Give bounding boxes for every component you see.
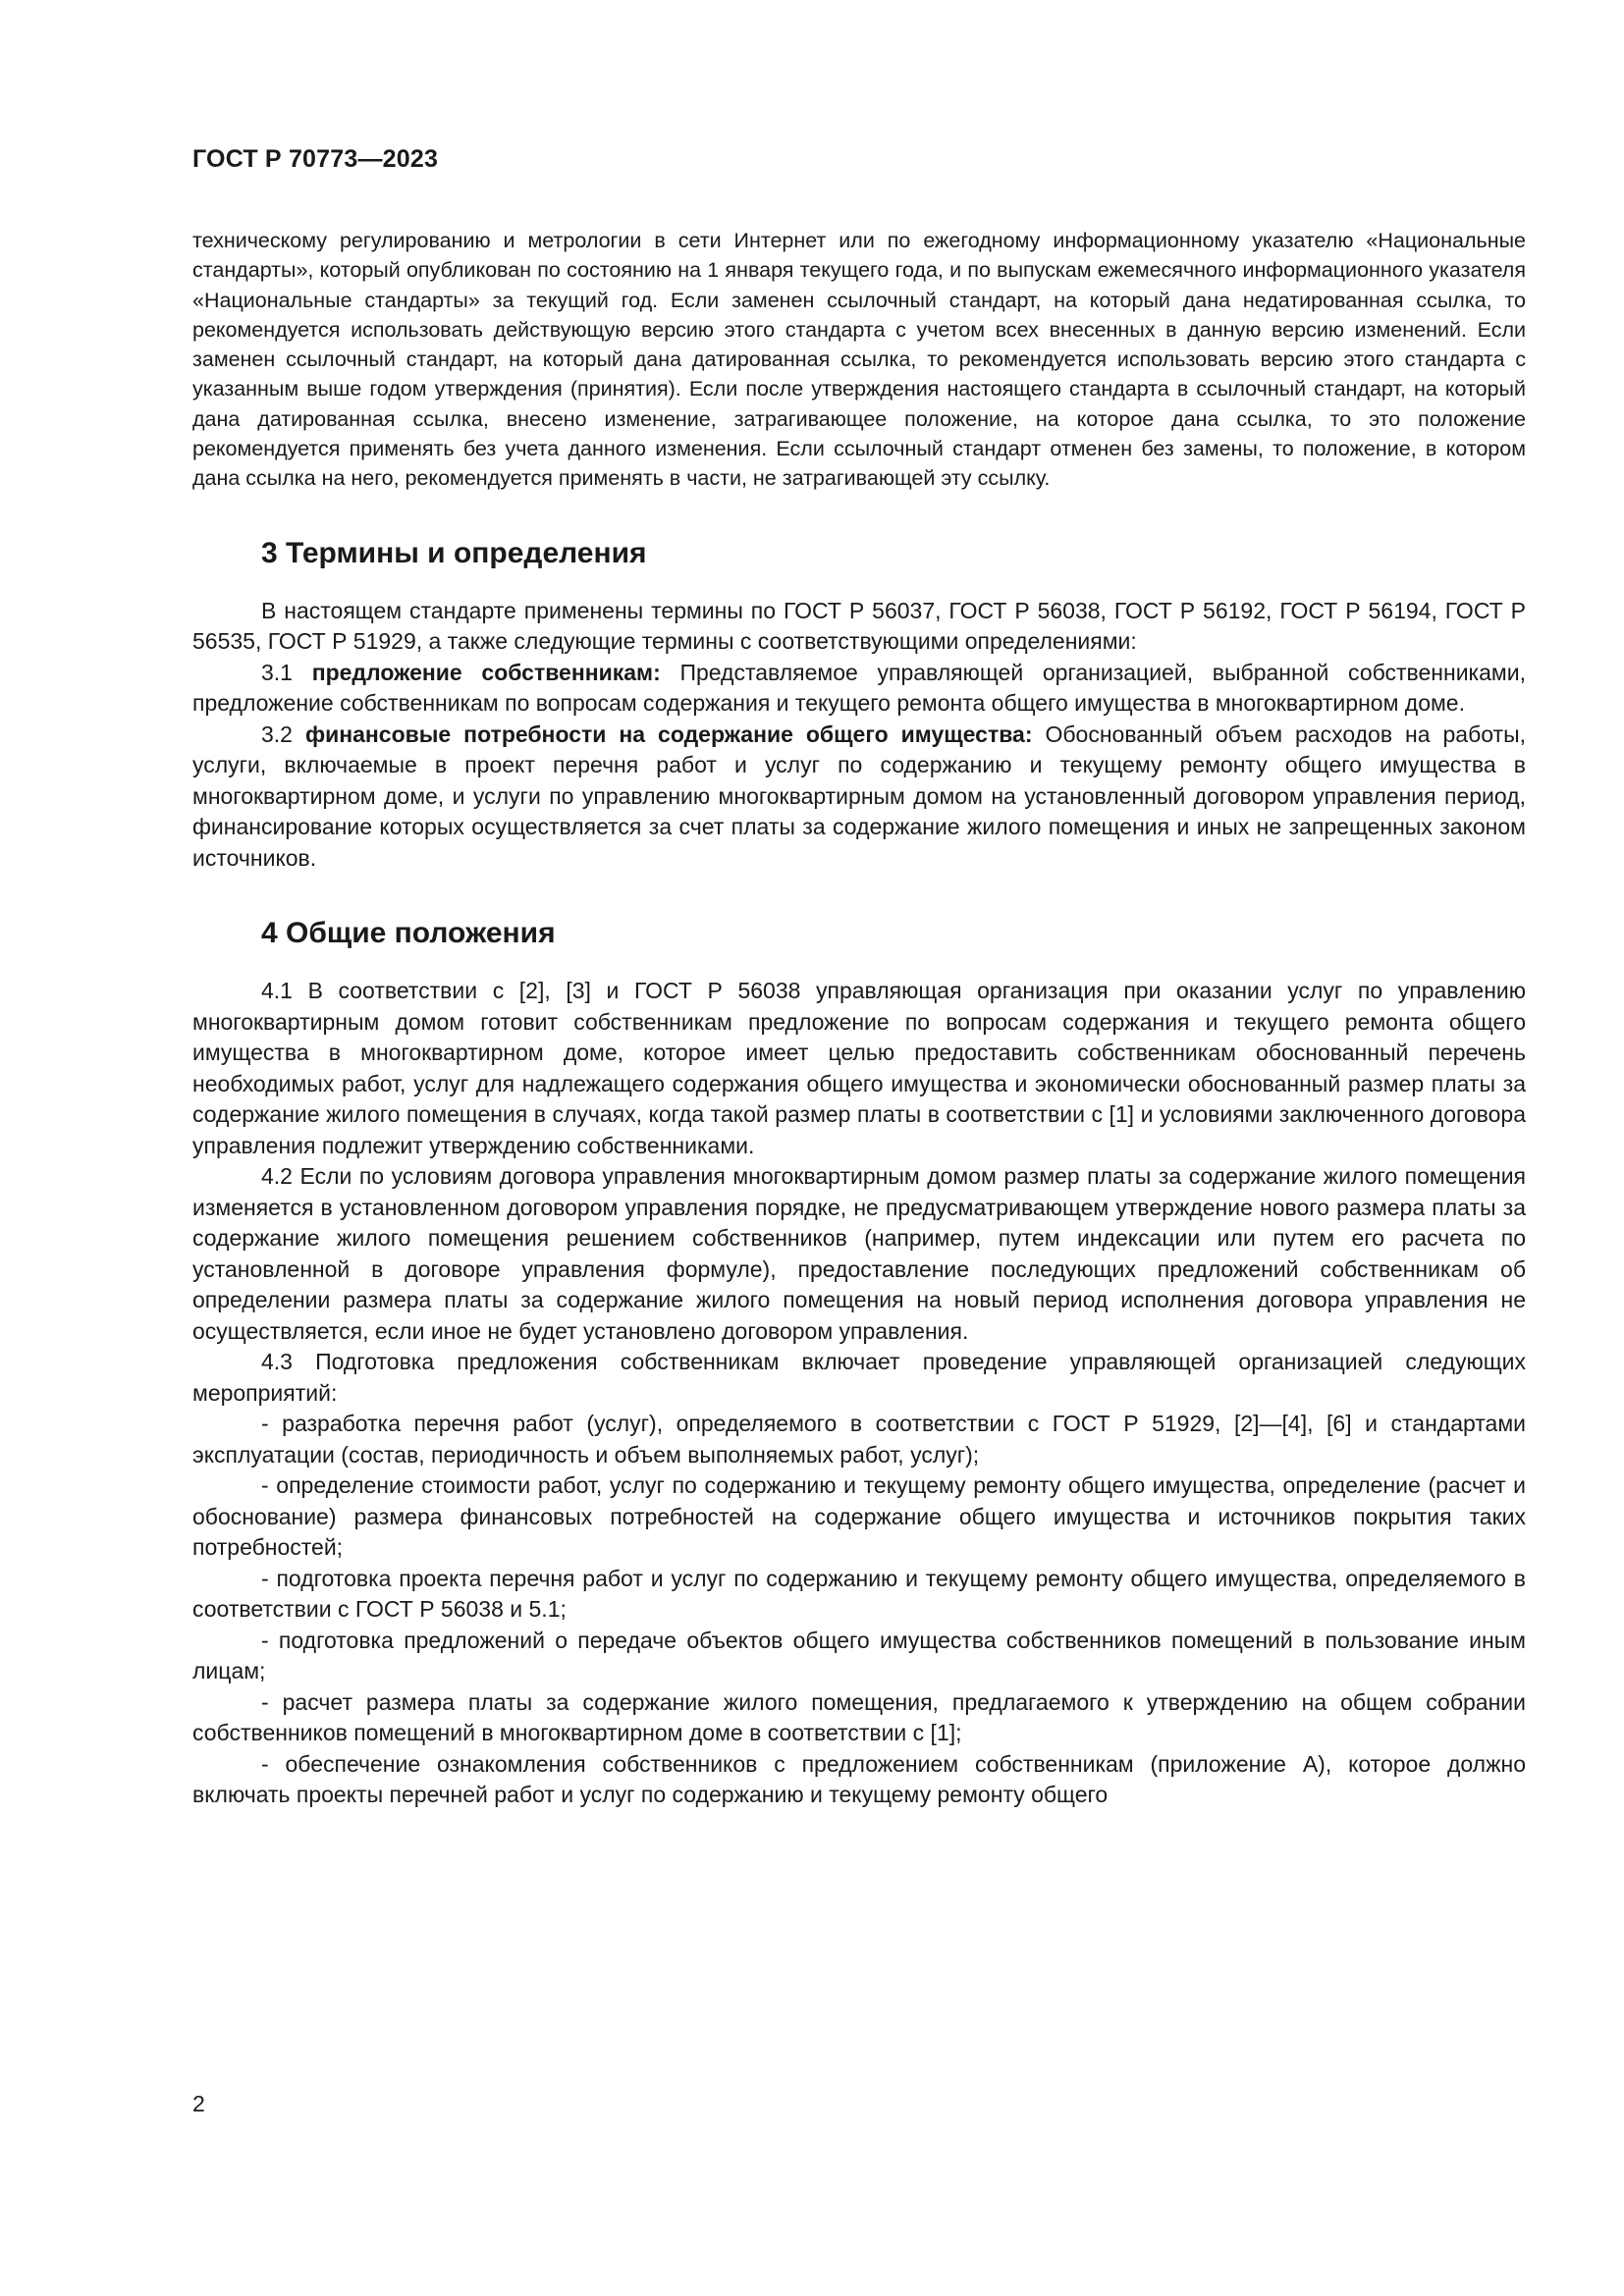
page-body — [192, 226, 1526, 1811]
section-3-intro: В настоящем стандарте применены термины по ГОСТ Р 56037, ГОСТ Р 56038, ГОСТ Р 56192, ГОСТ Р 56194, ГОСТ Р 56535, ГОСТ Р 51929, а также следующие термины с соответствующими определениями: — [192, 597, 1526, 655]
document-header: ГОСТ Р 70773—2023 — [192, 145, 439, 173]
clause-4-1: 4.1 В соответствии с [2], [3] и ГОСТ Р 56038 управляющая организация при оказании услуг по управлению многоквартирным домом готовит собственникам предложение по вопросам содержания и текущего ремонта общего имущества в многоквартирном доме, которое имеет целью предоставить собственникам обоснованный перечень необходимых работ, услуг для надлежащего содержания общего имущества и экономически обоснованный размер платы за содержание жилого помещения в случаях, когда такой размер платы в соответствии с [1] и условиями заключенного договора управления подлежит утверждению собственниками. — [192, 978, 1526, 1158]
term-3-1-name: предложение собственникам: — [311, 659, 661, 685]
term-3-2-definition: Обоснованный объем расходов на работы, услуги, включаемые в проект перечня работ и услуг по содержанию и текущему ремонту общего имущества в многоквартирном доме, и услуги по управлению многоквартирным домом на установленный договором управления период, финансирование которых осуществляется за счет платы за содержание жилого помещения и иных не запрещенных законом источников. — [192, 721, 1526, 871]
term-3-1-definition: Представляемое управляющей организацией, выбранной собственниками, предложение собственникам по вопросам содержания и текущего ремонта общего имущества в многоквартирном доме. — [192, 659, 1526, 717]
term-3-2-number: 3.2 — [261, 721, 305, 747]
list-item: - обеспечение ознакомления собственников с предложением собственникам (приложение А), которое должно включать проекты перечней работ и услуг по содержанию и текущему ремонту общего — [192, 1750, 1526, 1808]
list-item: - разработка перечня работ (услуг), определяемого в соответствии с ГОСТ Р 51929, [2]—[4], [6] и стандартами эксплуатации (состав, периодичность и объем выполняемых работ, услуг); — [192, 1411, 1526, 1468]
term-3-1-number: 3.1 — [261, 659, 312, 685]
list-item: - определение стоимости работ, услуг по содержанию и текущему ремонту общего имущества, определение (расчет и обоснование) размера финансовых потребностей на содержание общего имущества и источников покрытия таких потребностей; — [192, 1472, 1526, 1561]
clause-4-3: 4.3 Подготовка предложения собственникам включает проведение управляющей организацией следующих мероприятий: — [192, 1349, 1526, 1406]
intro-paragraph: техническому регулированию и метрологии в сети Интернет или по ежегодному информационному указателю «Национальные стандарты», который опубликован по состоянию на 1 января текущего года, и по выпускам ежемесячного информационного указателя «Национальные стандарты» за текущий год. Если заменен ссылочный стандарт, на который дана недатированная ссылка, то рекомендуется использовать действующую версию этого стандарта с учетом всех внесенных в данную версию изменений. Если заменен ссылочный стандарт, на который дана датированная ссылка, то рекомендуется использовать версию этого стандарта с указанным выше годом утверждения (принятия). Если после утверждения настоящего стандарта в ссылочный стандарт, на который дана датированная ссылка, внесено изменение, затрагивающее положение, на которое дана ссылка, то это положение рекомендуется применять без учета данного изменения. Если ссылочный стандарт отменен без замены, то положение, в котором дана ссылка на него, рекомендуется применять в части, не затрагивающей эту ссылку. — [192, 229, 1526, 491]
list-item: - расчет размера платы за содержание жилого помещения, предлагаемого к утверждению на общем собрании собственников помещений в многоквартирном доме в соответствии с [1]; — [192, 1688, 1526, 1746]
list-item: - подготовка проекта перечня работ и услуг по содержанию и текущему ремонту общего имущества, определяемого в соответствии с ГОСТ Р 56038 и 5.1; — [192, 1565, 1526, 1623]
list-item: - подготовка предложений о передаче объектов общего имущества собственников помещений в пользование иным лицам; — [192, 1627, 1526, 1684]
term-3-2 — [192, 720, 1526, 875]
term-3-1 — [192, 658, 1526, 720]
intro-block — [192, 226, 1526, 494]
clause-4-2: 4.2 Если по условиям договора управления многоквартирным домом размер платы за содержание жилого помещения изменяется в установленном договором управления порядке, не предусматривающем утверждение нового размера платы за содержание жилого помещения решением собственников (например, путем индексации или путем его расчета по установленной в договоре управления формуле), предоставление последующих предложений собственникам об определении размера платы за содержание жилого помещения на новый период исполнения договора управления не осуществляется, если иное не будет установлено договором управления. — [192, 1163, 1526, 1344]
page-number: 2 — [192, 2091, 205, 2116]
term-3-2-name: финансовые потребности на содержание общего имущества: — [304, 721, 1033, 747]
section-3-heading: 3 Термины и определения — [261, 536, 647, 569]
section-4-heading: 4 Общие положения — [261, 917, 556, 950]
